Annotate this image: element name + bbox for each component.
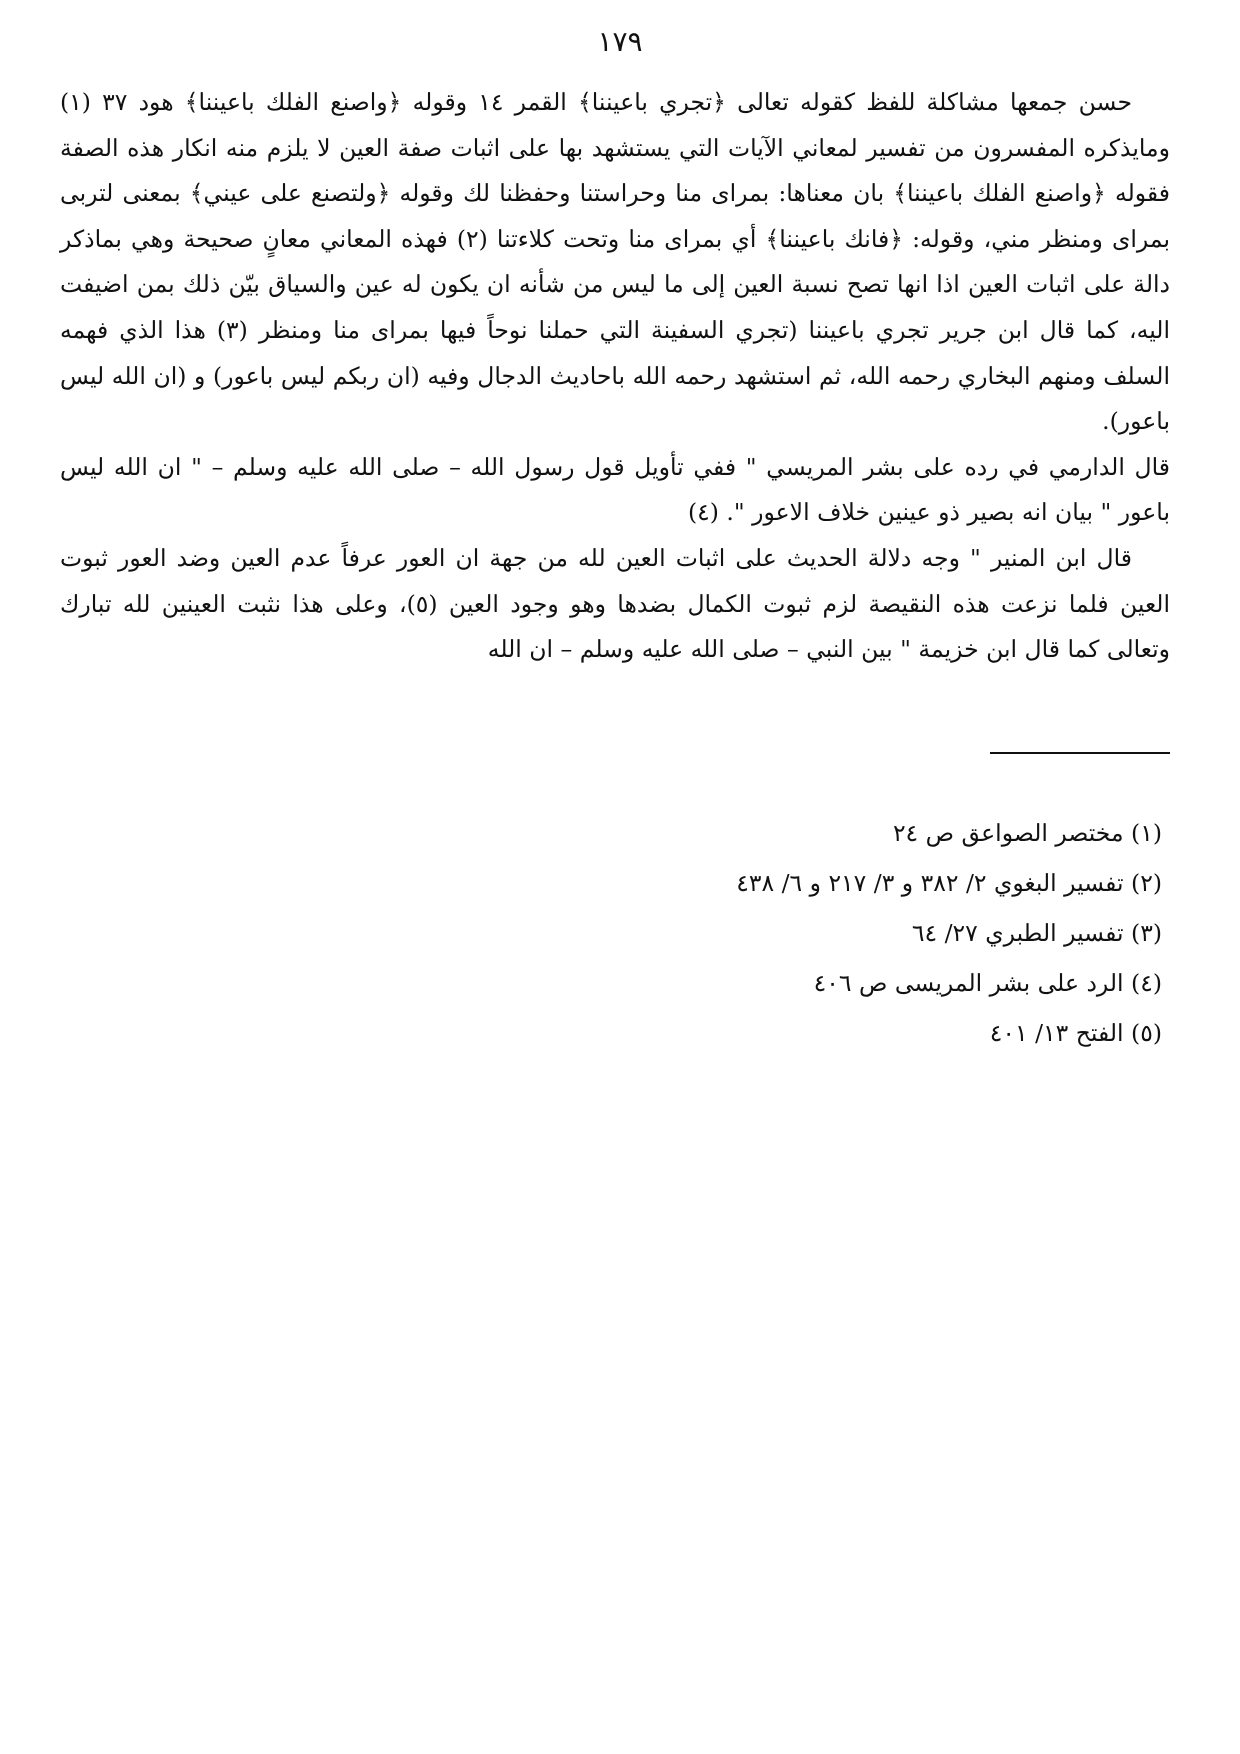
footnote-separator — [990, 752, 1170, 754]
footnotes — [300, 808, 1162, 1058]
paragraph-1: حسن جمعها مشاكلة للفظ كقوله تعالى ﴿تجري باعيننا﴾ القمر ١٤ وقوله ﴿واصنع الفلك باعيننا﴾ هود ٣٧ (١) ومايذكره المفسرون من تفسير لمعاني الآيات التي يستشهد بها على اثبات صفة العين لا يلزم منه انكار هذه الصفة فقوله ﴿واصنع الفلك باعيننا﴾ بان معناها: بمرای منا وحراستنا وحفظنا لك وقوله ﴿ولتصنع على عيني﴾ بمعنى لتربى بمرای ومنظر مني، وقوله: ﴿فانك باعيننا﴾ أي بمرای منا وتحت كلاءتنا (٢) فهذه المعاني معانٍ صحيحة وهي بماذكر دالة على اثبات العين اذا انها تصح نسبة العين إلى ما ليس من شأنه ان يكون له عين والسياق بيّن ذلك بمن اضيفت اليه، كما قال ابن جرير تجري باعيننا (تجري السفينة التي حملنا نوحاً فيها بمرای منا ومنظر (٣) هذا الذي فهمه السلف ومنهم البخاري رحمه الله، ثم استشهد رحمه الله باحاديث الدجال وفيه (ان ربكم ليس باعور) و (ان الله ليس باعور). — [60, 88, 1170, 436]
paragraph-3: قال ابن المنير " وجه دلالة الحديث على اثبات العين لله من جهة ان العور عرفاً عدم العين وضد العور ثبوت العين فلما نزعت هذه النقيصة لزم ثبوت الكمال بضدها وهو وجود العين (٥)، وعلى هذا نثبت العينين لله تبارك وتعالى كما قال ابن خزيمة " بين النبي – صلى الله عليه وسلم – ان الله — [60, 543, 1170, 664]
footnote-3: (٣) تفسير الطبري ٢٧/ ٦٤ — [911, 919, 1162, 947]
footnote-4: (٤) الرد على بشر المريسى ص ٤٠٦ — [813, 969, 1162, 997]
paragraph-2: قال الدارمي في رده على بشر المريسي " ففي تأويل قول رسول الله – صلى الله عليه وسلم – " ان الله ليس باعور " بيان انه بصير ذو عينين خلاف الاعور ". (٤) — [60, 452, 1170, 527]
footnote-5: (٥) الفتح ١٣/ ٤٠١ — [989, 1019, 1162, 1047]
main-text — [60, 80, 1170, 673]
footnote-2: (٢) تفسير البغوي ٢/ ٣٨٢ و ٣/ ٢١٧ و ٦/ ٤٣٨ — [736, 869, 1162, 897]
page-number: ١٧٩ — [597, 25, 643, 58]
footnote-1: (١) مختصر الصواعق ص ٢٤ — [892, 819, 1162, 847]
